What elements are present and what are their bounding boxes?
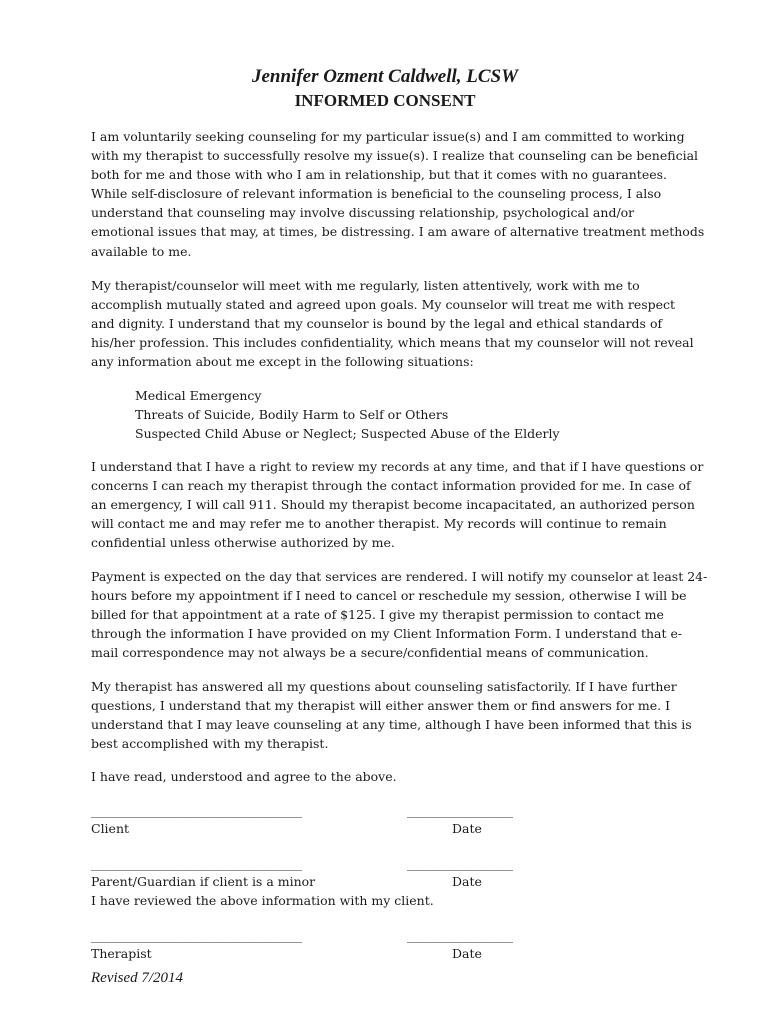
paragraph-payment	[91, 567, 708, 662]
therapist-date-line[interactable]: ____________________	[407, 928, 512, 943]
text-line: accomplish mutually stated and agreed upon goals. My counselor will treat me with respect	[91, 297, 676, 313]
text-line: I am voluntarily seeking counseling for my particular issue(s) and I am committed to working	[91, 129, 685, 144]
text-line: any information about me except in the following situations:	[91, 354, 474, 370]
text-line: and dignity. I understand that my counselor is bound by the legal and ethical standards of	[91, 316, 663, 332]
text-line: While self-disclosure of relevant information is beneficial to the counseling process, I also	[91, 186, 662, 202]
text-line: hours before my appointment if I need to cancel or reschedule my session, otherwise I will be	[91, 588, 687, 604]
paragraph-records	[91, 457, 704, 552]
client-signature-line[interactable]: ________________________________________	[91, 803, 301, 818]
text-line: My therapist/counselor will meet with me regularly, listen attentively, work with me to	[91, 278, 640, 293]
client-date-line[interactable]: ____________________	[407, 803, 512, 818]
guardian-label: Parent/Guardian if client is a minor	[91, 874, 316, 889]
text-line: billed for that appointment at a rate of $125. I give my therapist permission to contact me	[91, 607, 664, 623]
text-line: with my therapist to successfully resolve my issue(s). I realize that counseling can be beneficial	[91, 148, 699, 164]
text-line: both for me and those with who I am in relationship, but that it comes with no guarantees.	[91, 167, 668, 183]
therapist-date-label: Date	[452, 946, 482, 961]
text-line: concerns I can reach my therapist through the contact information provided for me. In case of	[91, 478, 691, 494]
revision-note: Revised 7/2014	[91, 970, 184, 986]
reviewed-statement: I have reviewed the above information with my client.	[91, 893, 434, 908]
guardian-date-label: Date	[452, 874, 482, 889]
paragraph-questions	[91, 677, 691, 753]
text-line: mail correspondence may not always be a secure/confidential means of communication.	[91, 645, 649, 661]
text-line: understand that I may leave counseling at any time, although I have been informed that this is	[91, 717, 692, 733]
text-line: I have read, understood and agree to the above.	[91, 769, 397, 784]
text-line: confidential unless otherwise authorized by me.	[91, 535, 395, 551]
situation-item: Suspected Child Abuse or Neglect; Suspected Abuse of the Elderly	[135, 426, 560, 441]
text-line: questions, I understand that my therapist will either answer them or find answers for me. I	[91, 698, 671, 714]
text-line: best accomplished with my therapist.	[91, 736, 329, 752]
text-line: emotional issues that may, at times, be distressing. I am aware of alternative treatment methods	[91, 224, 705, 240]
paragraph-voluntary-counseling	[91, 127, 705, 261]
therapist-name-heading: Jennifer Ozment Caldwell, LCSW	[251, 66, 519, 87]
document-title: INFORMED CONSENT	[294, 91, 476, 110]
therapist-signature-line[interactable]: ________________________________________	[91, 928, 301, 943]
text-line: My therapist has answered all my questions about counseling satisfactorily. If I have further	[91, 679, 677, 694]
agreement-statement	[91, 767, 691, 786]
text-line: through the information I have provided on my Client Information Form. I understand that e-	[91, 626, 683, 642]
therapist-label: Therapist	[91, 946, 152, 961]
text-line: understand that counseling may involve discussing relationship, psychological and/or	[91, 205, 635, 221]
text-line: an emergency, I will call 911. Should my therapist become incapacitated, an authorized person	[91, 497, 695, 513]
guardian-date-line[interactable]: ____________________	[407, 856, 512, 871]
situation-item: Medical Emergency	[135, 388, 262, 403]
text-line: his/her profession. This includes confidentiality, which means that my counselor will not reveal	[91, 335, 694, 351]
situation-item: Threats of Suicide, Bodily Harm to Self or Others	[135, 407, 449, 422]
text-line: Payment is expected on the day that services are rendered. I will notify my counselor at least 24-	[91, 569, 708, 584]
text-line: I understand that I have a right to review my records at any time, and that if I have questions or	[91, 459, 704, 474]
client-date-label: Date	[452, 821, 482, 836]
text-line: will contact me and may refer me to another therapist. My records will continue to remain	[91, 516, 667, 532]
text-line: available to me.	[91, 243, 192, 259]
client-label: Client	[91, 821, 130, 836]
paragraph-confidentiality	[91, 276, 694, 371]
guardian-signature-line[interactable]: ________________________________________	[91, 856, 301, 871]
